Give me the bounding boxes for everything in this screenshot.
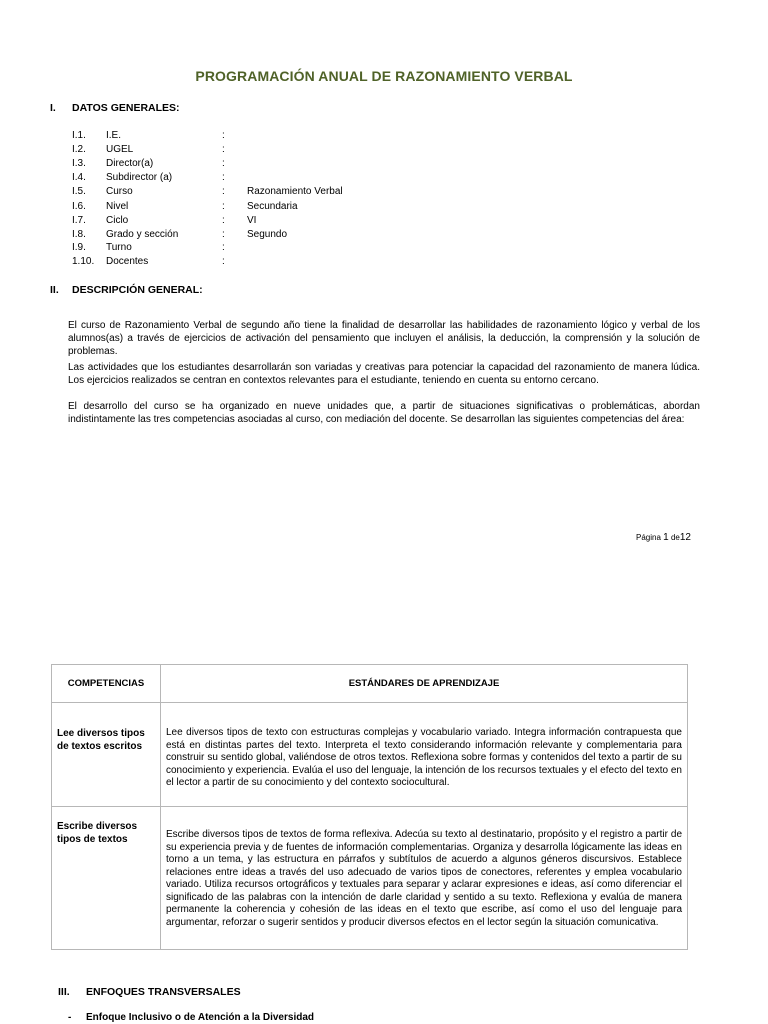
item-label: Turno [106,242,132,253]
item-colon: : [222,158,225,169]
section-number: II. [50,284,59,296]
item-label: Director(a) [106,158,154,169]
page-prefix: Página [636,533,661,542]
item-label: Grado y sección [106,229,179,240]
bullet-dash: - [68,1012,72,1023]
item-value: Segundo [247,229,288,240]
item-number: I.9. [72,242,86,253]
item-number: 1.10. [72,256,95,267]
page-current: 1 [663,532,669,543]
item-colon: : [222,256,225,267]
section-title: ENFOQUES TRANSVERSALES [86,986,241,998]
item-colon: : [222,229,225,240]
item-colon: : [222,201,225,212]
item-value: VI [247,215,257,226]
competencia-standard: Escribe diversos tipos de textos de forma reflexiva. Adecúa su texto al destinatario, propósito y el registro a partir de su experiencia previa y de fuentes de información complementarias. Organiza y desarrolla lógicamente las ideas en torno a un tema, y las estructura en párrafos y subtítulos de acuerdo a algunos géneros discursivos. Establece relaciones entre ideas a través del uso adecuado de varios tipos de conectores, referentes y emplea vocabulario variado. Utiliza recursos ortográficos y textuales para separar y aclarar expresiones e ideas, así como diferenciar el significado de las palabras con la intención de darle claridad y sentido a su texto. Reflexiona y evalúa de manera permanente la coherencia y cohesión de las ideas en el texto que escribe, así como el uso del lenguaje para argumentar, reforzar o sugerir sentidos y producir diversos efectos en el lector según la situación comunicativa. [161,807,688,950]
item-number: I.4. [72,172,86,183]
section-heading-enfoques-transversales [58,986,241,998]
item-label: Curso [106,186,133,197]
page-number [636,532,691,543]
item-colon: : [222,242,225,253]
page-of: de [670,533,680,542]
item-colon: : [222,172,225,183]
enfoque-text: Enfoque Inclusivo o de Atención a la Diversidad [86,1012,315,1023]
section-title: DATOS GENERALES: [72,102,180,114]
table-header-competencias: COMPETENCIAS [52,665,161,703]
item-number: I.5. [72,186,86,197]
item-label: Nivel [106,201,129,212]
competencia-name: Lee diversos tipos de textos escritos [52,703,161,807]
item-label: Docentes [106,256,149,267]
table-header-estandares: ESTÁNDARES DE APRENDIZAJE [161,665,688,703]
competencia-standard: Lee diversos tipos de texto con estructuras complejas y vocabulario variado. Integra información contrapuesta que está en distintas partes del texto. Interpreta el texto considerando información relevante y complementaria para construir su sentido global, valiéndose de otros textos. Reflexiona sobre formas y contenidos del texto a partir de su conocimiento y experiencia. Evalúa el uso del lenguaje, la intención de los recursos textuales y el efecto del texto en el lector a partir de su conocimiento y del contexto sociocultural. [161,703,688,807]
item-colon: : [222,130,225,141]
item-number: I.6. [72,201,86,212]
competencias-table [51,664,688,950]
item-number: I.3. [72,158,86,169]
page-total: 12 [679,532,691,543]
item-number: I.7. [72,215,86,226]
item-label: Ciclo [106,215,129,226]
enfoque-list-item [68,1012,314,1023]
description-paragraph-3: El desarrollo del curso se ha organizado en nueve unidades que, a partir de situaciones significativas o problemáticas, abordan indistintamente las tres competencias asociadas al curso, con mediación del docente. Se desarrollan las siguientes competencias del área: [68,401,700,425]
item-number: I.1. [72,130,86,141]
item-label: Subdirector (a) [106,172,173,183]
section-heading-descripcion-general [50,284,203,296]
item-label: UGEL [106,144,134,155]
document-title: PROGRAMACIÓN ANUAL DE RAZONAMIENTO VERBAL [195,68,573,84]
item-label: I.E. [106,130,122,141]
item-number: I.8. [72,229,86,240]
item-value: Razonamiento Verbal [247,186,343,197]
table-row [52,703,688,807]
item-colon: : [222,186,225,197]
item-number: I.2. [72,144,86,155]
section-number: III. [58,986,70,998]
table-row [52,807,688,950]
item-colon: : [222,215,225,226]
table-header-row [52,665,688,703]
item-value: Secundaria [247,201,298,212]
section-title: DESCRIPCIÓN GENERAL: [72,284,203,296]
section-heading-datos-generales [50,102,180,114]
description-paragraph-1: El curso de Razonamiento Verbal de segundo año tiene la finalidad de desarrollar las habilidades de razonamiento lógico y verbal de los alumnos(as) a través de ejercicios de activación del pensamiento que incluyen el análisis, la deducción, la comprensión y la solución de problemas. [68,320,700,357]
item-colon: : [222,144,225,155]
description-paragraph-2: Las actividades que los estudiantes desarrollarán son variadas y creativas para potenciar la capacidad del razonamiento de manera lúdica. Los ejercicios realizados se centran en contextos relevantes para el estudiante, teniendo en cuenta su entorno cercano. [68,362,700,386]
section-number: I. [50,102,56,114]
competencia-name: Escribe diversos tipos de textos [52,807,161,950]
